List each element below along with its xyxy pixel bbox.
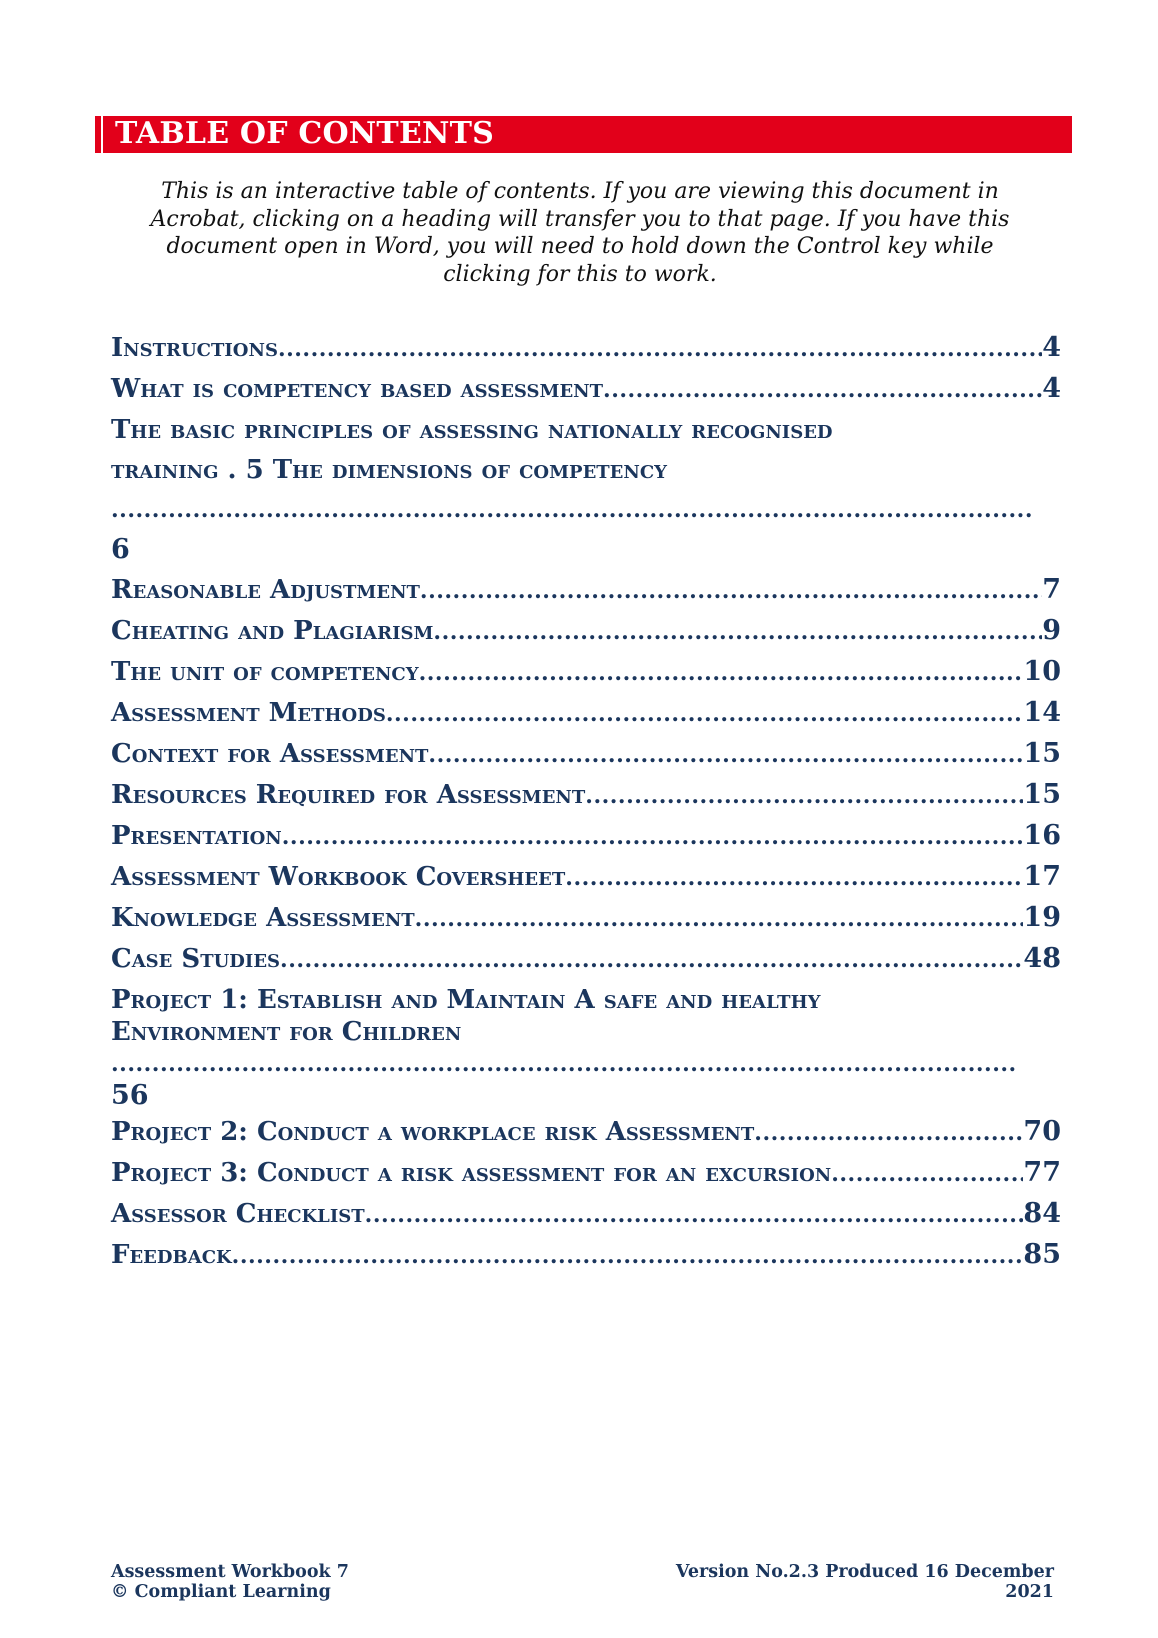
toc-entry-label: The unit of competency — [111, 657, 419, 687]
footer-year: 2021 — [1005, 1582, 1054, 1602]
toc-entry-label: Context for Assessment — [111, 739, 429, 769]
toc-entry-label-line1: Project 1: Establish and Maintain A safe and healthy — [111, 985, 821, 1015]
toc-entry-page: 70 — [1023, 1116, 1061, 1147]
footer-left — [111, 1562, 349, 1602]
toc-entry-assessment-methods[interactable] — [111, 693, 1061, 734]
toc-entry-label-line1: The basic principles of assessing nationally recognised — [111, 415, 833, 445]
toc-entry-presentation[interactable] — [111, 816, 1061, 857]
dot-leader — [565, 858, 1023, 898]
toc-entry-page: 4 — [1042, 373, 1061, 404]
dot-leader — [603, 370, 1042, 410]
dot-leader — [278, 329, 1042, 369]
dot-leader — [428, 735, 1023, 775]
toc-entry-page: 15 — [1023, 779, 1061, 810]
toc-entry-feedback[interactable] — [111, 1235, 1061, 1276]
toc-entry-page: 14 — [1023, 697, 1061, 728]
toc-entry-label: Assessment Methods — [111, 698, 386, 728]
toc-title-bar — [95, 116, 1072, 153]
toc-entry-basic-principles[interactable] — [111, 410, 1061, 570]
toc-entry-page: 48 — [1023, 943, 1061, 974]
toc-entry-instructions[interactable] — [111, 328, 1061, 369]
footer-copyright: © Compliant Learning — [111, 1582, 331, 1602]
toc-entry-label: Reasonable Adjustment — [111, 575, 420, 605]
toc-entry-page: 6 — [111, 534, 130, 565]
toc-entry-label: Presentation — [111, 821, 282, 851]
toc-entry-page: 56 — [111, 1080, 149, 1111]
toc-entry-label: Project 3: Conduct a risk assessment for an excursion — [111, 1158, 832, 1188]
toc-entry-page: 85 — [1023, 1239, 1061, 1270]
toc-entry-label-line2: Environment for Children — [111, 1017, 462, 1047]
toc-entry-page: 4 — [1042, 332, 1061, 363]
toc-entry-reasonable-adjustment[interactable] — [111, 570, 1061, 611]
table-of-contents — [111, 328, 1061, 1276]
toc-entry-label-line2: training . 5 The dimensions of competency — [111, 455, 668, 485]
toc-entry-page: 10 — [1023, 656, 1061, 687]
toc-entry-knowledge-assessment[interactable] — [111, 898, 1061, 939]
toc-entry-label: Feedback — [111, 1240, 232, 1270]
dot-leader — [282, 817, 1024, 857]
toc-entry-label: Knowledge Assessment — [111, 903, 415, 933]
toc-entry-page: 84 — [1023, 1198, 1061, 1229]
toc-entry-label: Instructions — [111, 333, 278, 363]
toc-entry-label: Resources Required for Assessment — [111, 780, 586, 810]
dot-leader — [111, 490, 1031, 530]
toc-entry-label: What is competency based assessment — [111, 374, 604, 404]
toc-entry-project-3[interactable] — [111, 1153, 1061, 1194]
dot-leader — [111, 1048, 1016, 1080]
toc-instructions-text: This is an interactive table of contents. If you are viewing this document in Acrobat, clicking on a heading will transfer you to that page. If you have this document open in Word, you will need to hold down the Control key while clicking for this to work. — [150, 179, 1010, 287]
dot-leader — [280, 940, 1023, 980]
toc-entry-page: 77 — [1023, 1157, 1061, 1188]
footer-workbook-title: Assessment Workbook 7 — [111, 1562, 349, 1582]
dot-leader — [831, 1154, 1023, 1194]
footer-right — [676, 1562, 1054, 1602]
toc-entry-page: 16 — [1023, 820, 1061, 851]
toc-entry-context-for-assessment[interactable] — [111, 734, 1061, 775]
toc-entry-label: Case Studies — [111, 944, 281, 974]
toc-entry-page: 7 — [1042, 574, 1061, 605]
dot-leader — [415, 899, 1024, 939]
dot-leader — [433, 612, 1042, 652]
dot-leader — [420, 571, 1042, 611]
footer-version: Version No.2.3 Produced 16 December — [675, 1562, 1054, 1582]
toc-entry-cheating-plagiarism[interactable] — [111, 611, 1061, 652]
toc-entry-label: Assessor Checklist — [111, 1199, 365, 1229]
toc-entry-page: 19 — [1023, 902, 1061, 933]
toc-entry-label: Assessment Workbook Coversheet — [111, 862, 566, 892]
dot-leader — [232, 1236, 1024, 1276]
dot-leader — [585, 776, 1023, 816]
toc-entry-page: 17 — [1023, 861, 1061, 892]
dot-leader — [386, 694, 1024, 734]
toc-entry-label: Cheating and Plagiarism — [111, 616, 434, 646]
toc-entry-resources-required[interactable] — [111, 775, 1061, 816]
toc-entry-project-2[interactable] — [111, 1112, 1061, 1153]
dot-leader — [754, 1113, 1023, 1153]
toc-entry-assessor-checklist[interactable] — [111, 1194, 1061, 1235]
toc-entry-unit-of-competency[interactable] — [111, 652, 1061, 693]
toc-entry-case-studies[interactable] — [111, 939, 1061, 980]
toc-entry-label: Project 2: Conduct a workplace risk Assessment — [111, 1117, 755, 1147]
toc-entry-project-1[interactable] — [111, 984, 1061, 1112]
dot-leader — [419, 653, 1024, 693]
toc-entry-page: 15 — [1023, 738, 1061, 769]
page-title: TABLE OF CONTENTS — [115, 116, 495, 151]
toc-entry-page: 9 — [1042, 615, 1061, 646]
toc-entry-competency-based-assessment[interactable] — [111, 369, 1061, 410]
dot-leader — [365, 1195, 1024, 1235]
toc-entry-workbook-coversheet[interactable] — [111, 857, 1061, 898]
